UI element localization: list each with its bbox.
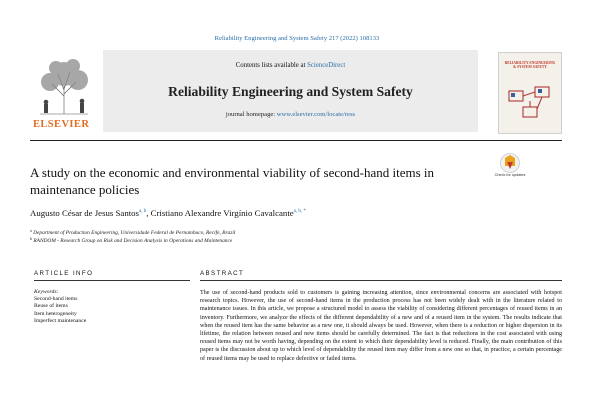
journal-citation[interactable]: Reliability Engineering and System Safety 217 (2022) 108133 xyxy=(214,35,380,42)
header-divider xyxy=(30,140,562,141)
author-affiliation-marks: a, b, * xyxy=(293,209,306,214)
publisher-logo-text: ELSEVIER xyxy=(33,119,90,130)
cover-illustration xyxy=(505,83,555,125)
contents-prefix: Contents lists available at xyxy=(235,62,308,69)
check-for-updates-label[interactable]: Check for updates xyxy=(494,173,526,177)
author-name[interactable]: Augusto César de Jesus Santos xyxy=(30,208,139,218)
homepage-link[interactable]: www.elsevier.com/locate/ress xyxy=(276,111,356,118)
affiliation-text: Department of Production Engineering, Universidade Federal de Pernambuco, Recife, Brazil xyxy=(33,230,236,236)
affiliation xyxy=(30,236,232,244)
journal-homepage xyxy=(103,111,478,118)
journal-cover-thumbnail[interactable] xyxy=(498,52,562,134)
abstract-text: The use of second-hand products sold to customers is gaining increasing attention, since environmental concerns are associated with hotspot research topics. However, the use of second-hand items in the production process has not been widely dealt with in the literature related to maintenance issues. In this article, we propose a structured model to assess the viability of considering different percentages of reused items in an inventory. Furthermore, we analyze the effects of the different dependability of a new and of a reused item in the system. The results indicate that when the reused item has the same behavior as a new one, it should always be used. However, when there is a reduction or higher dispersion in its lifetime, the relation between reused and new items should be carefully determined. The fact is that reductions in the cost associated with using reused items may not be worth having, depending on the extent to which their dependability level is reduced. Finally, the main contribution of this paper is the discussion about up to which level of dependability the reused item may differ from a new one so that, in practice, a certain percentage of reused items may be used to replace defective or failed items. xyxy=(200,290,562,362)
affiliation-mark: b xyxy=(30,236,32,241)
journal-title: Reliability Engineering and System Safety xyxy=(168,84,413,99)
author-separator: , xyxy=(146,208,151,218)
cover-title: RELIABILITY ENGINEERING & SYSTEM SAFETY xyxy=(504,61,556,70)
contents-availability xyxy=(103,62,478,69)
author-affiliation-marks: a, b xyxy=(138,209,147,214)
keyword: Second-hand items xyxy=(34,296,78,302)
sciencedirect-link[interactable]: ScienceDirect xyxy=(307,62,346,69)
affiliation-text: RANDOM - Research Group on Risk and Decision Analysis in Operations and Maintenance xyxy=(33,238,233,244)
affiliation xyxy=(30,228,235,236)
elsevier-tree-logo xyxy=(30,56,98,126)
author-list xyxy=(30,208,306,218)
keyword-list xyxy=(34,296,86,326)
article-info-divider xyxy=(34,280,190,281)
affiliation-mark: a xyxy=(30,228,32,233)
homepage-prefix: journal homepage: xyxy=(225,111,277,118)
article-title: A study on the economic and environmental viability of second-hand items in maintenance policies xyxy=(30,165,434,197)
article-info-heading: ARTICLE INFO xyxy=(34,270,94,277)
keyword: Item heterogeneity xyxy=(34,310,77,317)
keyword: Reuse of items xyxy=(34,303,68,310)
abstract-divider xyxy=(200,280,562,281)
keyword: Imperfect maintenance xyxy=(34,318,87,325)
abstract-heading: ABSTRACT xyxy=(200,270,245,277)
keywords-label: Keywords: xyxy=(34,289,59,295)
check-for-updates-icon[interactable] xyxy=(496,152,524,182)
author-name[interactable]: Cristiano Alexandre Virgínio Cavalcante xyxy=(150,208,294,218)
